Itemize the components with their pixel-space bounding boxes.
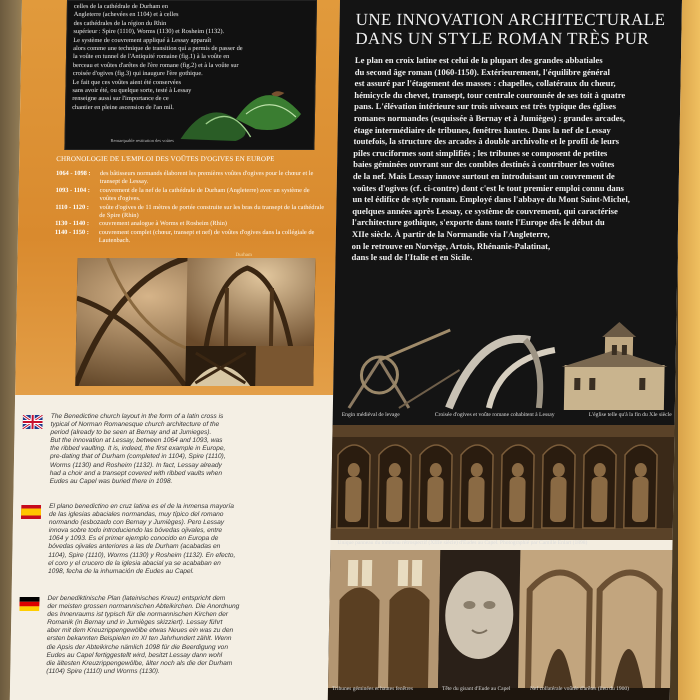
chronology-year: 1064 - 1098 : [55,170,91,177]
english-text: The Benedictine church layout in the form of a latin cross is typical of Norman Romanesque church architecture of the period (already to be seen at Bernay and at Jumieges). But the innovation at Lessay, between 1064 and 1093, was the ribbed vaulting. It is, indeed, the first example in Europe, pre-dating that of Durham (completed in 1104), Spire (1110), Worms (1130) and Rosheim (1132). In fact, Lessay already had a choir and a transept covered with ribbed vaults when Eudes au Capel was buried there in 1098. [49,413,226,485]
information-panel [10,0,682,700]
tete-caption: Tête du gisant d'Eude au Capel [441,686,511,692]
tomb-relief-drawing [331,425,675,540]
english-translation [22,413,323,486]
spain-flag-icon [21,505,41,519]
article-section [333,0,682,425]
tomb-relief-photo [331,425,675,540]
chronology-title: CHRONOLOGIE DE L'EMPLOI DES VOÛTES D'OGIVES EN EUROPE [56,155,275,163]
chronology-text: couvrement de la nef de la cathédrale de Durham (Angleterre) avec un système de voûtes d'ogives. [99,186,310,203]
vault-explanation-text: celles de la cathédrale de Durham en Angleterre (achevées en 1104) et à celles des cathédrales de la région du Rhin supérieur : Spire (1110), Worms (1130) et Rosheim (1132). Le système de couvrement appliqué à Lessay apparaît alors comme une technique de transition qui a permis de passer de la voûte en tunnel de l'Antiquité romaine (fig.1) à la voûte en berceau et voûtes d'arêtes de l'ère romane (fig.2) et à la voûte sur croisée d'ogives (fig.3) qui inaugure l'ère gothique. Le fait que ces voûtes aient été conservées sans avoir été, ou quelque sorte, testé à Lessay renseigne aussi sur l'importance de ce chantier en pleine ascension de l'an mil. [72,3,243,111]
chronology-text: voûte d'ogives de 11 mètres de portée construite sur les bras du transept de la cathédrale de Spire (Rhin) [99,203,325,220]
chronology-year: 1110 - 1120 : [55,203,90,211]
eglise-caption: L'église telle qu'à la fin du XIe siècle [588,412,672,418]
interior-photos [328,550,673,700]
vault-illustration [175,79,306,144]
chronology-year: 1093 - 1104 : [55,186,91,194]
spanish-translation [20,503,321,576]
orange-section [15,0,340,395]
chronology-text: couvrement complet (chœur, transept et nef) de voûtes d'ogives dans la collégiale de Lautenbach. [98,228,315,245]
spanish-text: El plano benedictino en cruz latina es el de la inmensa mayoría de las iglesias abaciales normandas, muy típico del romano normando (esbozado con Bernay y Jumièges). Pero Lessay innova sobre todo introduciendo las bóvedas ojivales, entre 1064 y 1093. Es el primer ejemplo conocido en Europa de bóvedas ojivales anteriores a las de Durham (acabadas en 1104), Spire (1110), Worms (1130) y Rosheim (1132). En efecto, el coro y el crucero de la iglesia abacial ya se acababan en 1098, fecha de la inhumación de Eudes au Capel. [47,503,236,575]
chronology-row [55,220,325,228]
durham-caption: Durham [235,253,252,258]
translations-section [10,395,333,700]
interior-photos-drawing [328,550,672,688]
chronology-text: couvrement analogue à Worms et Rosheim (Rhin) [99,220,228,228]
vault-caption: Remarquable restitution des voûtes [110,138,174,143]
vault-photo-drawing [75,258,315,386]
germany-flag-icon [19,597,39,611]
german-translation [18,595,319,676]
wall-right [678,0,700,700]
chronology-text: des bâtisseurs normands élaborent les premières voûtes d'ogives pour le chœur et le transept de Lessay. [99,170,314,186]
nef-caption: Nef collatérale voûtée d'arêtes (lieu du 1900) [529,686,630,692]
vault-photograph [75,258,315,386]
chronology-row [55,229,325,246]
german-text: Der benediktinische Plan (lateinisches Kreuz) entspricht dem der meisten grossen normannischen Abteikirchen. Die Anordnung des Innenraums ist typisch für die normannischen Kirchen der Romanik (in Bernay und in Jumièges skizziert). Lessay führt aber mit dem Kreuzrippengewölbe etwas Neues ein was zu den ersten bekannten Beispielen im XI ten Jahrhundert zählt. Wenn die Apsis der Abteikirche nämlich 1098 für die Beerdigung von Eudes au Capel fertiggestellt wird, besitzt Lessay dann wohl die ältesten Kreuzrippengewölbe, älter noch als die der Durham (1104) Spire (1110) und Worms (1130). [46,595,240,675]
chronology-row [56,170,326,187]
chronology-row [55,204,325,221]
chronology-year: 1140 - 1150 : [54,228,89,236]
chronology-row [55,187,325,204]
chronology-list [55,170,326,246]
article-photos [339,320,671,415]
croisee-caption: Croisée d'ogives et voûte romane cohabitent à Lessay [434,412,555,418]
tribunes-caption: Tribunes géminées et hautes fenêtres [331,686,414,692]
engin-caption: Engin médiéval de levage [341,412,400,418]
uk-flag-icon [23,415,43,429]
chronology-year: 1130 - 1140 : [55,220,90,228]
vault-explanation-box [64,0,317,150]
construction-photos [339,320,671,412]
article-body: Le plan en croix latine est celui de la plupart des grandes abbatiales du second âge roman (1060-1150). Extérieurement, l'équilibre général est assuré par l'étagement des masses : chapelles, collatéraux du chœur, hémicycle du chevet, transept, tour centrale couronnée de ses toit à quatre pans. L'élévation intérieure sur trois niveaux est très typique des églises romanes normandes (esquissée à Bernay et à Jumièges) : grandes arcades, étage intermédiaire de tribunes, fenêtres hautes. Dans la nef de Lessay toutefois, la structure des arcades à double archivolte et le profil de leurs piles cruciformes sont simplifiés ; les tribunes se composent de petites baies géminées ouvrant sur des combles destinés à contribuer les voûtes de la nef. Mais Lessay innove surtout en introduisant un couvrement de voûtes d'ogives (cf. ci-contre) dont c'est le tout premier emploi connu dans un tel édifice de style roman. Employé dans l'abbaye du Mont Saint-Michel, quelques années après Lessay, ce système de couvrement, qui caractérise l'architecture gothique, s'exporte dans toute l'Europe dès le début du XIIe siècle. À partir de la Normandie via l'Angleterre, on le retrouve en Norvège, Artois, Rhénanie-Palatinat, dans le sud de l'Italie et en Sicile. [351,55,631,263]
tomb-caption: Unique panneau du tombeau rétrospectif (XIIIe siècle) d'Eudes au Capel. Photographié par Camille Enlart (1898) [337,540,588,546]
article-title: UNE INNOVATION ARCHITECTURALE DANS UN STYLE ROMAN TRÈS PUR [355,10,666,48]
